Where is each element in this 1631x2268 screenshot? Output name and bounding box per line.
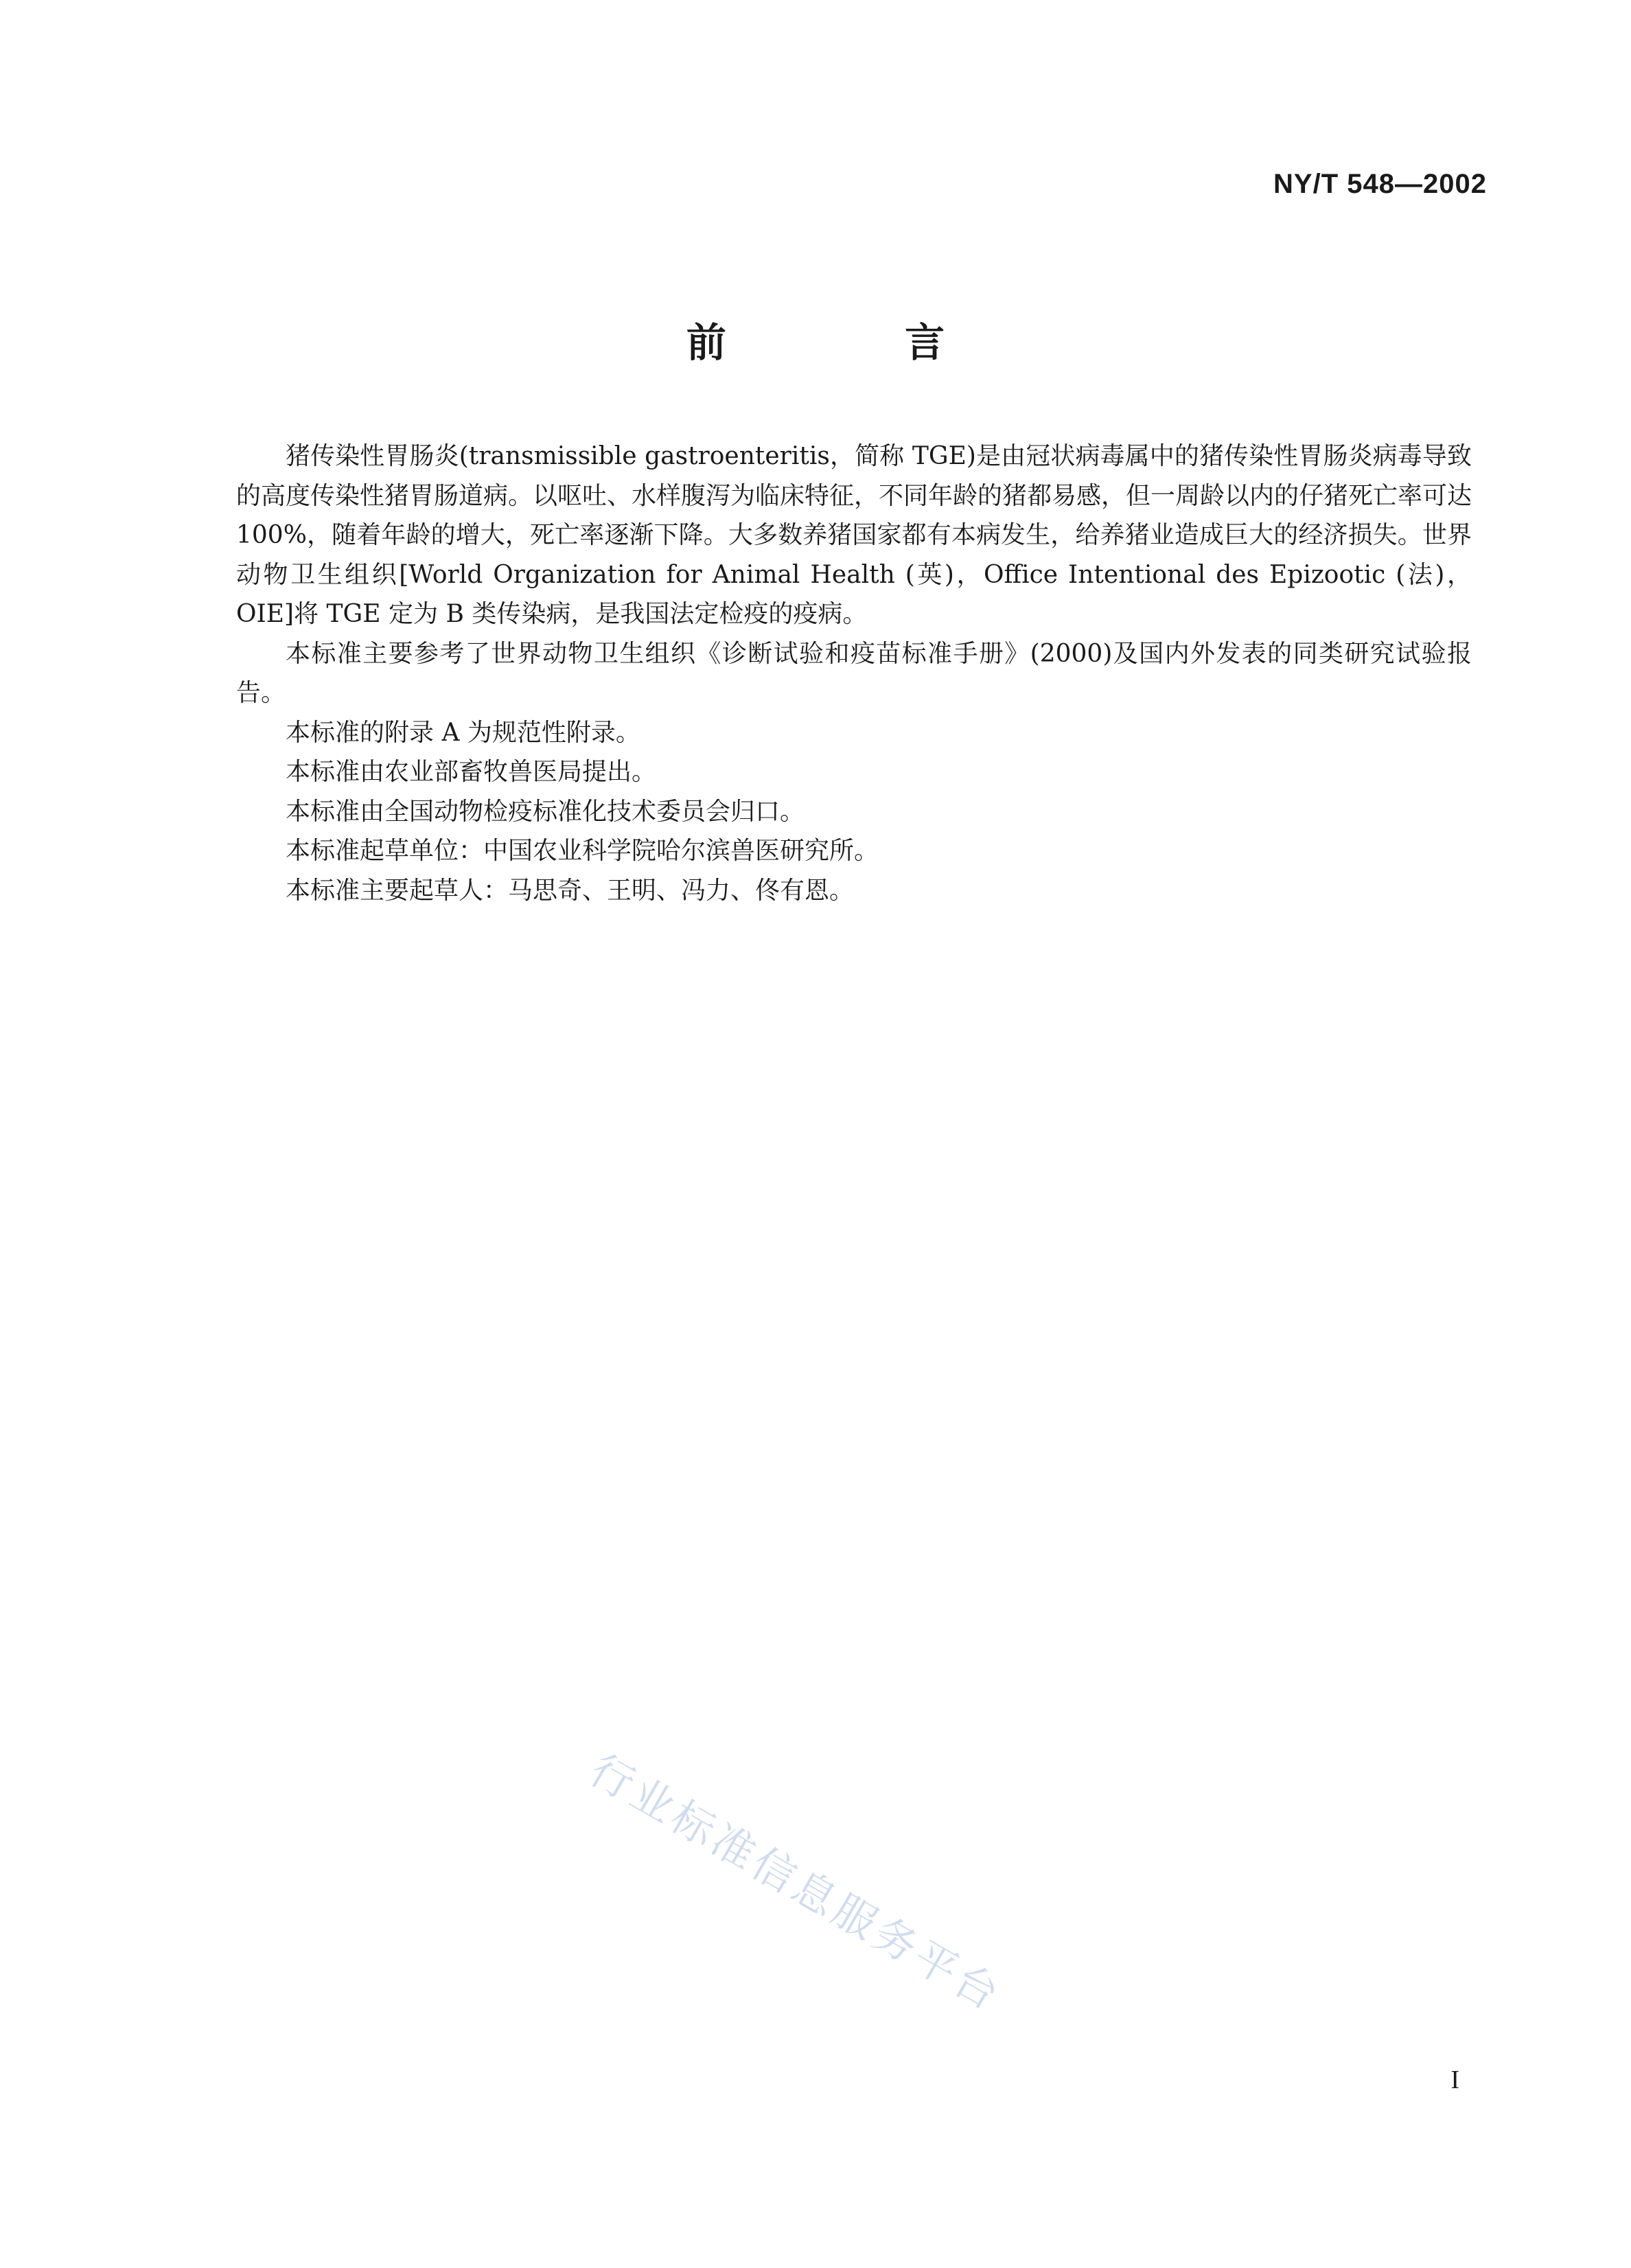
page-number: I	[1450, 2066, 1459, 2094]
page-title: 前 言	[686, 319, 1028, 366]
paragraph-drafting-unit: 本标准起草单位：中国农业科学院哈尔滨兽医研究所。	[286, 837, 879, 865]
watermark: 行业标准信息服务平台	[581, 1744, 1011, 2022]
standard-code: NY/T 548—2002	[1273, 169, 1487, 199]
foreword-body	[236, 437, 1472, 910]
paragraph-references: 本标准主要参考了世界动物卫生组织《诊断试验和疫苗标准手册》(2000)及国内外发表的同类研究试验报告。	[236, 639, 1472, 707]
paragraph-proposer: 本标准由农业部畜牧兽医局提出。	[286, 758, 657, 786]
paragraph-committee: 本标准由全国动物检疫标准化技术委员会归口。	[286, 797, 805, 826]
paragraph-drafters: 本标准主要起草人：马思奇、王明、冯力、佟有恩。	[286, 876, 855, 905]
paragraph-appendix: 本标准的附录 A 为规范性附录。	[286, 718, 640, 747]
paragraph-intro: 猪传染性胃肠炎(transmissible gastroenteritis，简称 TGE)是由冠状病毒属中的猪传染性胃肠炎病毒导致的高度传染性猪胃肠道病。以呕吐、水样腹泻为临床特征，不同年龄的猪都易感，但一周龄以内的仔猪死亡率可达 100%，随着年龄的增大，死亡率逐渐下降。大多数养猪国家都有本病发生，给养猪业造成巨大的经济损失。世界动物卫生组织[World Organization for Animal Health (英)，Office Intentional des Epizootic (法)，OIE]将 TGE 定为 B 类传染病，是我国法定检疫的疫病。	[236, 442, 1472, 628]
